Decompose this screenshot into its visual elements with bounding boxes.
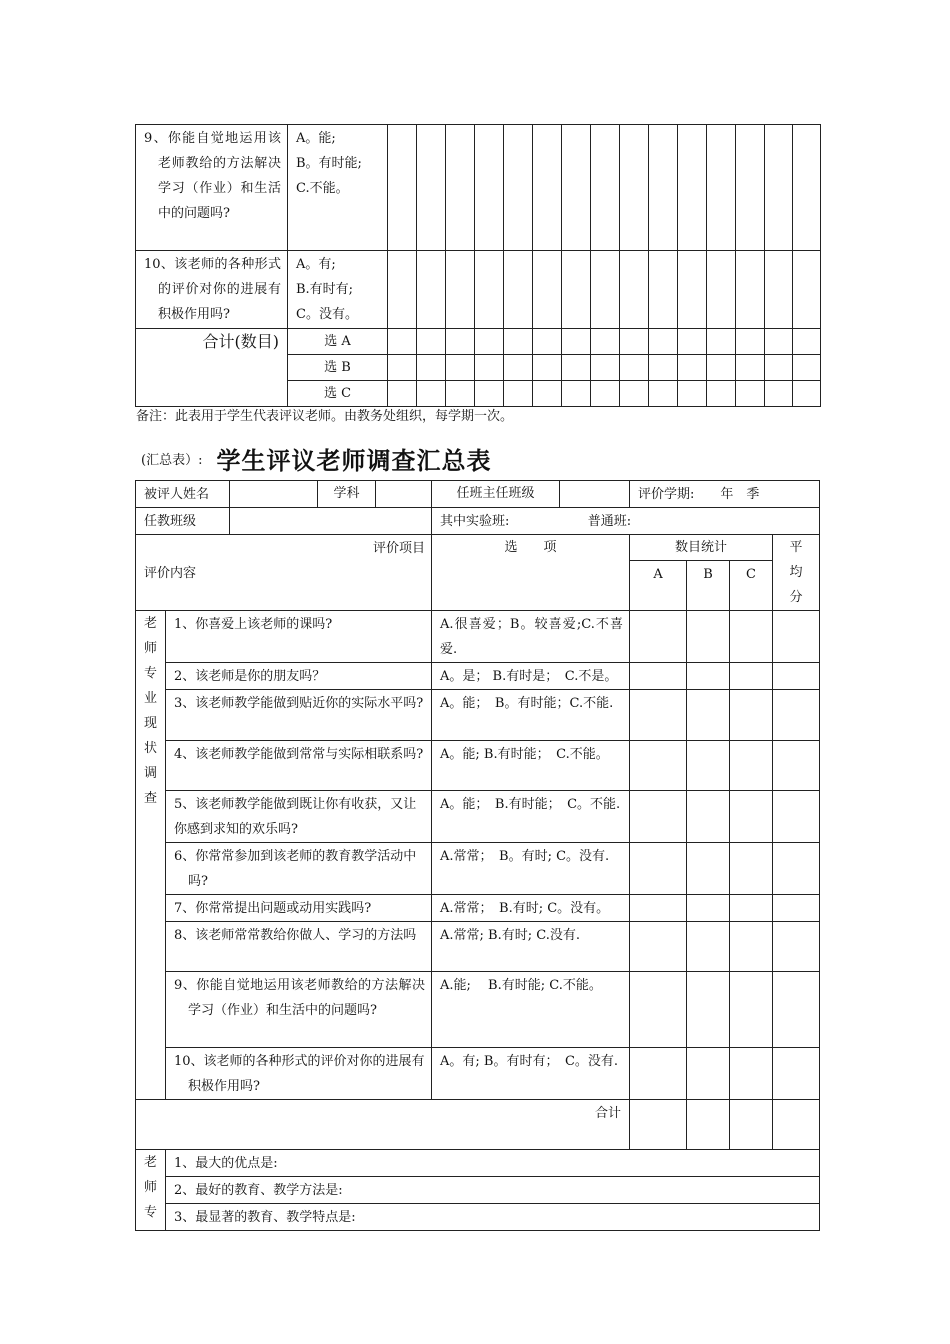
table-row: [136, 125, 821, 251]
tally-cell[interactable]: [446, 355, 475, 381]
tally-cell[interactable]: [562, 125, 591, 251]
tally-cell[interactable]: [736, 251, 765, 329]
average-cell[interactable]: [773, 690, 820, 741]
evaluatee-name-label: 被评人姓名: [136, 481, 230, 508]
count-c-cell[interactable]: [730, 843, 773, 895]
table-row: [136, 1204, 820, 1231]
choice-label: 选 A: [288, 329, 388, 355]
evaluation-table-continued: [135, 124, 821, 407]
tally-cell[interactable]: [388, 355, 417, 381]
count-b-cell[interactable]: [687, 791, 730, 843]
tally-cell[interactable]: [620, 355, 649, 381]
tally-cell[interactable]: [533, 355, 562, 381]
count-a-cell[interactable]: [630, 741, 687, 791]
table-row: [136, 791, 820, 843]
tally-cell[interactable]: [736, 381, 765, 407]
count-c-cell[interactable]: [730, 791, 773, 843]
average-cell[interactable]: [773, 1048, 820, 1100]
table-row: [136, 1177, 820, 1204]
total-label: 合计: [136, 1100, 630, 1150]
count-a-cell[interactable]: [630, 1048, 687, 1100]
count-a-cell[interactable]: [630, 895, 687, 922]
tally-cell[interactable]: [388, 125, 417, 251]
question-options: A.很喜爱；B。较喜爱;C.不喜爱.: [432, 611, 630, 663]
count-c-cell[interactable]: [730, 741, 773, 791]
count-b-cell[interactable]: [687, 895, 730, 922]
tally-cell[interactable]: [649, 125, 678, 251]
table-row: [136, 329, 821, 355]
tally-cell[interactable]: [417, 329, 446, 355]
tally-cell[interactable]: [765, 329, 793, 355]
tally-cell[interactable]: [446, 125, 475, 251]
open-question[interactable]: 3、最显著的教育、教学特点是:: [166, 1204, 820, 1231]
count-b-cell[interactable]: [687, 972, 730, 1048]
option-text: B。有时能;: [296, 156, 362, 171]
table-row: [136, 741, 820, 791]
term-label: 评价学期: 年 季: [630, 481, 820, 508]
tally-cell[interactable]: [504, 355, 533, 381]
table-row: [136, 1100, 820, 1150]
table-row: [136, 690, 820, 741]
tally-cell[interactable]: [533, 125, 562, 251]
tally-cell[interactable]: [736, 329, 765, 355]
question-options: A。有; B。有时有； C。没有.: [432, 1048, 630, 1100]
option-text: C.不能。: [296, 181, 349, 196]
footnote: 备注：此表用于学生代表评议老师。由教务处组织，每学期一次。: [136, 409, 514, 424]
summary-table: [135, 480, 820, 1231]
tally-cell[interactable]: [504, 329, 533, 355]
count-a-cell[interactable]: [630, 972, 687, 1048]
table-row: [136, 922, 820, 972]
tally-cell[interactable]: [475, 355, 504, 381]
open-question[interactable]: 2、最好的教育、教学方法是:: [166, 1177, 820, 1204]
tally-cell[interactable]: [649, 251, 678, 329]
summary-title-row: [141, 438, 491, 478]
tally-cell[interactable]: [707, 125, 736, 251]
tally-cell[interactable]: [562, 251, 591, 329]
count-a-cell[interactable]: [630, 922, 687, 972]
tally-cell[interactable]: [417, 381, 446, 407]
tally-cell[interactable]: [793, 125, 821, 251]
average-cell[interactable]: [773, 972, 820, 1048]
experimental-class-label: 其中实验班:: [440, 514, 510, 529]
table-row: [136, 663, 820, 690]
count-c-cell[interactable]: [730, 1048, 773, 1100]
tally-cell[interactable]: [649, 329, 678, 355]
tally-cell[interactable]: [591, 381, 620, 407]
tally-cell[interactable]: [388, 381, 417, 407]
table-row: [136, 895, 820, 922]
table-row: [136, 1048, 820, 1100]
table-row: [136, 1150, 820, 1177]
table-row: [136, 972, 820, 1048]
table-row: [136, 251, 821, 329]
tally-cell[interactable]: [678, 329, 707, 355]
count-b-cell[interactable]: [687, 690, 730, 741]
col-a-header: A: [630, 561, 687, 611]
question-text: 6、你常常参加到该老师的教育教学活动中吗?: [166, 843, 432, 895]
average-cell[interactable]: [773, 611, 820, 663]
tally-cell[interactable]: [793, 251, 821, 329]
count-b-cell[interactable]: [687, 741, 730, 791]
question-text: 7、你常常提出问题或动用实践吗?: [166, 895, 432, 922]
tally-cell[interactable]: [620, 251, 649, 329]
tally-cell[interactable]: [504, 381, 533, 407]
count-stats-header: 数目统计: [630, 535, 773, 561]
count-a-cell[interactable]: [630, 690, 687, 741]
tally-cell[interactable]: [562, 355, 591, 381]
table-row: [136, 611, 820, 663]
tally-cell[interactable]: [649, 381, 678, 407]
count-c-cell[interactable]: [730, 922, 773, 972]
regular-class-label: 普通班:: [587, 514, 632, 529]
tally-cell[interactable]: [591, 329, 620, 355]
count-b-cell[interactable]: [687, 843, 730, 895]
options-cell: [288, 251, 388, 329]
tally-cell[interactable]: [504, 125, 533, 251]
tally-cell[interactable]: [707, 381, 736, 407]
tally-cell[interactable]: [649, 355, 678, 381]
subject-field[interactable]: [376, 481, 432, 508]
teaching-class-field[interactable]: [230, 508, 432, 535]
option-text: A。能;: [296, 131, 336, 146]
tally-cell[interactable]: [533, 251, 562, 329]
tally-cell[interactable]: [388, 329, 417, 355]
tally-cell[interactable]: [620, 125, 649, 251]
homeroom-label: 任班主任班级: [432, 481, 560, 508]
question-options: A.能; B.有时能; C.不能。: [432, 972, 630, 1048]
tally-cell[interactable]: [417, 251, 446, 329]
tally-cell[interactable]: [562, 329, 591, 355]
table-row: [136, 843, 820, 895]
tally-cell[interactable]: [707, 355, 736, 381]
average-cell[interactable]: [773, 895, 820, 922]
tally-cell[interactable]: [765, 381, 793, 407]
question-text: 8、该老师常常教给你做人、学习的方法吗: [166, 922, 432, 972]
content-header: 评价内容: [144, 566, 197, 581]
question-text: 3、该老师教学能做到贴近你的实际水平吗?: [166, 690, 432, 741]
question-cell: 10、该老师的各种形式的评价对你的进展有积极作用吗?: [136, 251, 288, 329]
tally-cell[interactable]: [591, 355, 620, 381]
item-content-header: [136, 535, 432, 611]
page-title: 学生评议老师调查汇总表: [216, 446, 492, 475]
question-options: A。能； B.有时能； C。不能.: [432, 791, 630, 843]
homeroom-field[interactable]: [560, 481, 630, 508]
option-text: B.有时有;: [296, 282, 354, 297]
tally-cell[interactable]: [475, 251, 504, 329]
tally-cell[interactable]: [765, 251, 793, 329]
tally-cell[interactable]: [620, 381, 649, 407]
tally-cell[interactable]: [620, 329, 649, 355]
tally-cell[interactable]: [591, 251, 620, 329]
open-question[interactable]: 1、最大的优点是:: [166, 1150, 820, 1177]
total-a-cell[interactable]: [630, 1100, 687, 1150]
col-b-header: B: [687, 561, 730, 611]
tally-cell[interactable]: [736, 355, 765, 381]
count-a-cell[interactable]: [630, 843, 687, 895]
tally-cell[interactable]: [678, 355, 707, 381]
count-a-cell[interactable]: [630, 791, 687, 843]
average-cell[interactable]: [773, 663, 820, 690]
table-row: [136, 481, 820, 508]
tally-cell[interactable]: [446, 381, 475, 407]
tally-cell[interactable]: [736, 125, 765, 251]
tally-cell[interactable]: [765, 125, 793, 251]
tally-cell[interactable]: [388, 251, 417, 329]
options-header: 选 项: [432, 535, 630, 611]
count-c-cell[interactable]: [730, 895, 773, 922]
total-count-label: 合计(数目): [136, 329, 288, 407]
count-a-cell[interactable]: [630, 663, 687, 690]
total-b-cell[interactable]: [687, 1100, 730, 1150]
question-text: 4、该老师教学能做到常常与实际相联系吗?: [166, 741, 432, 791]
question-options: A。能； B。有时能；C.不能.: [432, 690, 630, 741]
tally-cell[interactable]: [793, 329, 821, 355]
tally-cell[interactable]: [446, 251, 475, 329]
tally-cell[interactable]: [678, 125, 707, 251]
question-text: 2、该老师是你的朋友吗？: [166, 663, 432, 690]
tally-cell[interactable]: [591, 125, 620, 251]
tally-cell[interactable]: [475, 381, 504, 407]
question-options: A。能; B.有时能； C.不能。: [432, 741, 630, 791]
tally-cell[interactable]: [678, 251, 707, 329]
question-text: 10、该老师的各种形式的评价对你的进展有积极作用吗?: [166, 1048, 432, 1100]
count-c-cell[interactable]: [730, 663, 773, 690]
average-cell[interactable]: [773, 843, 820, 895]
count-b-cell[interactable]: [687, 922, 730, 972]
total-average-cell[interactable]: [773, 1100, 820, 1150]
table-row: [136, 508, 820, 535]
tally-cell[interactable]: [678, 381, 707, 407]
tally-cell[interactable]: [765, 355, 793, 381]
choice-label: 选 C: [288, 381, 388, 407]
tally-cell[interactable]: [533, 381, 562, 407]
tally-cell[interactable]: [707, 251, 736, 329]
teaching-class-label: 任教班级: [136, 508, 230, 535]
tally-cell[interactable]: [793, 355, 821, 381]
summary-prefix: (汇总表）:: [141, 452, 203, 468]
tally-cell[interactable]: [446, 329, 475, 355]
tally-cell[interactable]: [504, 251, 533, 329]
count-c-cell[interactable]: [730, 972, 773, 1048]
tally-cell[interactable]: [707, 329, 736, 355]
tally-cell[interactable]: [533, 329, 562, 355]
options-cell: [288, 125, 388, 251]
average-header: 平 均 分: [773, 535, 820, 611]
count-a-cell[interactable]: [630, 611, 687, 663]
count-b-cell[interactable]: [687, 663, 730, 690]
average-cell[interactable]: [773, 922, 820, 972]
total-c-cell[interactable]: [730, 1100, 773, 1150]
question-options: A.常常; B.有时; C.没有.: [432, 922, 630, 972]
question-options: A。是； B.有时是； C.不是。: [432, 663, 630, 690]
section-label-professional-survey: 老 师 专 业 现 状 调 查: [136, 611, 166, 1100]
subject-label: 学科: [318, 481, 376, 508]
tally-cell[interactable]: [562, 381, 591, 407]
question-cell: 9、你能自觉地运用该老师教给的方法解决学习（作业）和生活中的问题吗?: [136, 125, 288, 251]
tally-cell[interactable]: [417, 355, 446, 381]
tally-cell[interactable]: [417, 125, 446, 251]
class-breakdown: [432, 508, 820, 535]
col-c-header: C: [730, 561, 773, 611]
evaluatee-name-field[interactable]: [230, 481, 318, 508]
option-text: C。没有。: [296, 307, 358, 322]
question-text: 1、你喜爱上该老师的课吗?: [166, 611, 432, 663]
tally-cell[interactable]: [475, 329, 504, 355]
question-options: A.常常； B.有时; C。没有。: [432, 895, 630, 922]
tally-cell[interactable]: [793, 381, 821, 407]
section-label-open: 老 师 专: [136, 1150, 166, 1231]
choice-label: 选 B: [288, 355, 388, 381]
tally-cell[interactable]: [475, 125, 504, 251]
count-b-cell[interactable]: [687, 611, 730, 663]
count-c-cell[interactable]: [730, 690, 773, 741]
question-options: A.常常； B。有时; C。没有.: [432, 843, 630, 895]
question-text: 9、你能自觉地运用该老师教给的方法解决学习（作业）和生活中的问题吗?: [166, 972, 432, 1048]
option-text: A。有;: [296, 257, 336, 272]
item-header: 评价项目: [373, 541, 426, 556]
average-cell[interactable]: [773, 741, 820, 791]
average-cell[interactable]: [773, 791, 820, 843]
count-b-cell[interactable]: [687, 1048, 730, 1100]
table-row: [136, 535, 820, 561]
question-text: 5、该老师教学能做到既让你有收获，又让你感到求知的欢乐吗?: [166, 791, 432, 843]
count-c-cell[interactable]: [730, 611, 773, 663]
